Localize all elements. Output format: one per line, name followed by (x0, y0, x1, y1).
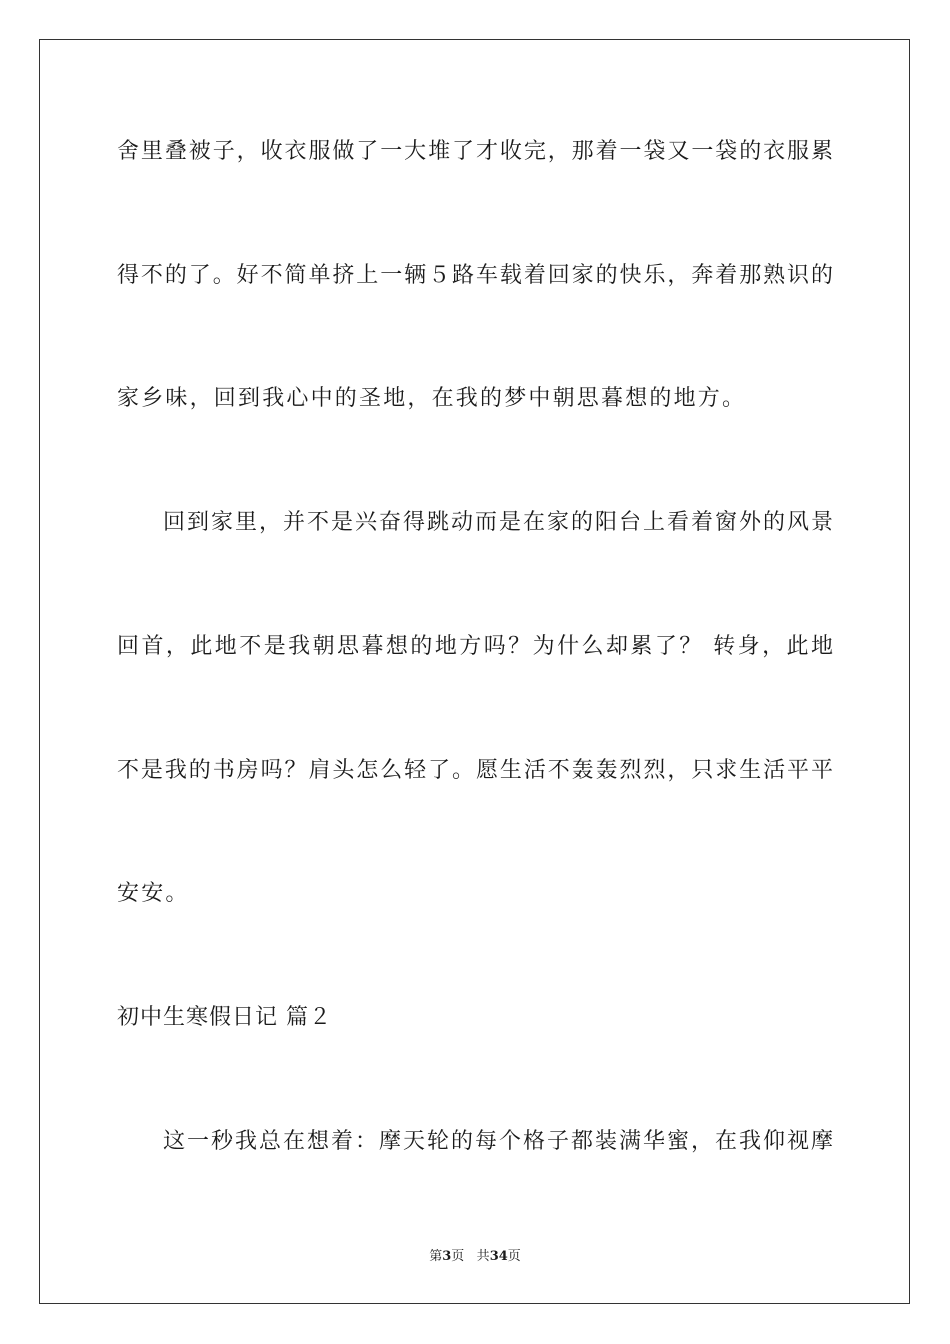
footer-total-pages: 34 (489, 1249, 508, 1264)
body-line-5: 回首，此地不是我朝思暮想的地方吗？为什么却累了？ 转身，此地 (117, 634, 833, 659)
footer-prefix: 第 (429, 1249, 443, 1264)
body-line-2: 得不的了。好不简单挤上一辆５路车载着回家的快乐，奔着那熟识的 (117, 263, 833, 288)
body-line-9: 这一秒我总在想着：摩天轮的每个格子都装满华蜜，在我仰视摩 (163, 1129, 833, 1154)
footer-page-unit: 页 (451, 1249, 465, 1264)
section-heading: 初中生寒假日记 篇２ (117, 1005, 332, 1030)
body-line-4: 回到家里，并不是兴奋得跳动而是在家的阳台上看着窗外的风景 (163, 510, 833, 535)
body-line-1: 舍里叠被子，收衣服做了一大堆了才收完，那着一袋又一袋的衣服累 (117, 139, 833, 164)
page-footer (0, 1248, 950, 1266)
body-line-6: 不是我的书房吗？肩头怎么轻了。愿生活不轰轰烈烈，只求生活平平 (117, 758, 833, 783)
body-line-3: 家乡味，回到我心中的圣地，在我的梦中朝思暮想的地方。 (117, 386, 747, 411)
page-border (39, 39, 910, 1304)
footer-total-unit: 页 (507, 1249, 521, 1264)
footer-current-page: 3 (442, 1249, 452, 1264)
footer-total-prefix: 共 (476, 1249, 490, 1264)
body-line-7: 安安。 (117, 881, 190, 906)
